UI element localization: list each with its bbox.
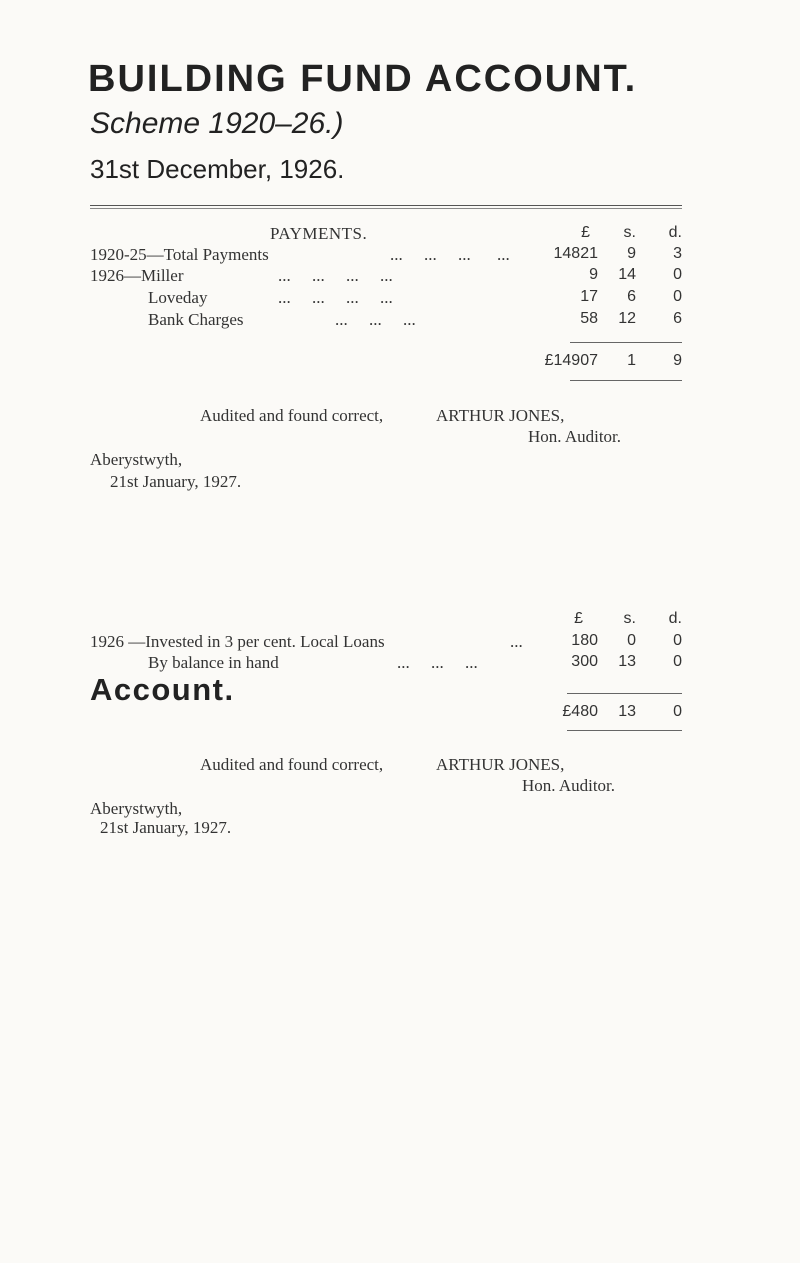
payment-row-pounds: 9 xyxy=(589,266,598,283)
account-row-label: By balance in hand xyxy=(148,653,279,672)
total-rule xyxy=(567,730,682,731)
auditor-name: ARTHUR JONES, xyxy=(436,406,565,425)
payment-row-pence: 6 xyxy=(673,310,682,327)
account-row-pence: 0 xyxy=(673,632,682,649)
pounds-column-header: £ xyxy=(574,610,583,627)
divider-rule xyxy=(90,208,682,209)
payment-row-pence: 0 xyxy=(673,266,682,283)
account-row-pounds: 180 xyxy=(571,632,598,649)
audit-date: 21st January, 1927. xyxy=(110,472,242,491)
payments-total-pounds: £14907 xyxy=(544,352,598,369)
audit-statement: Audited and found correct, xyxy=(200,406,384,425)
dot-leader: ... ... ... xyxy=(390,245,471,264)
account-heading: Account. xyxy=(90,672,235,707)
dot-leader: ... ... ... ... xyxy=(278,266,393,285)
account-total-shillings: 13 xyxy=(618,703,636,720)
payment-row-shillings: 9 xyxy=(627,245,636,262)
auditor-role: Hon. Auditor. xyxy=(522,776,616,795)
account-row-pence: 0 xyxy=(673,653,682,670)
account-total-pence: 0 xyxy=(673,703,682,720)
document-title: BUILDING FUND ACCOUNT. xyxy=(88,58,638,100)
dot-leader: ... xyxy=(510,632,523,651)
auditor-role: Hon. Auditor. xyxy=(528,427,622,446)
audit-place: Aberystwyth, xyxy=(90,450,183,469)
account-row-label: 1926 —Invested in 3 per cent. Local Loans xyxy=(90,632,385,651)
audit-place: Aberystwyth, xyxy=(90,799,183,818)
total-rule xyxy=(570,380,682,381)
audit-date: 21st January, 1927. xyxy=(100,818,232,837)
payment-row-pounds: 14821 xyxy=(553,245,598,262)
account-total-pounds: £480 xyxy=(562,703,598,720)
account-row-pounds: 300 xyxy=(571,653,598,670)
payments-header: PAYMENTS. xyxy=(270,224,368,243)
divider-rule xyxy=(90,205,682,206)
payment-row-label: Loveday xyxy=(148,288,208,307)
total-rule xyxy=(567,693,682,694)
dot-leader: ... ... ... xyxy=(335,310,416,329)
payments-total-pence: 9 xyxy=(673,352,682,369)
payment-row-label: Bank Charges xyxy=(148,310,244,329)
dot-leader: ... ... ... xyxy=(397,653,478,672)
audit-statement: Audited and found correct, xyxy=(200,755,384,774)
dot-leader: ... xyxy=(497,245,510,264)
pence-column-header: d. xyxy=(668,224,682,241)
account-row-shillings: 0 xyxy=(627,632,636,649)
payment-row-pence: 3 xyxy=(673,245,682,262)
payment-row-shillings: 12 xyxy=(618,310,636,327)
payment-row-pounds: 17 xyxy=(580,288,598,305)
payment-row-shillings: 6 xyxy=(627,288,636,305)
pence-column-header: d. xyxy=(668,610,682,627)
payment-row-pounds: 58 xyxy=(580,310,598,327)
shillings-column-header: s. xyxy=(623,610,636,627)
payments-total-shillings: 1 xyxy=(627,352,636,369)
account-row-shillings: 13 xyxy=(618,653,636,670)
payment-row-label: 1926—Miller xyxy=(90,266,184,285)
document-date: 31st December, 1926. xyxy=(90,154,345,184)
payment-row-label: 1920-25—Total Payments xyxy=(90,245,269,264)
shillings-column-header: s. xyxy=(623,224,636,241)
auditor-name: ARTHUR JONES, xyxy=(436,755,565,774)
pounds-column-header: £ xyxy=(581,224,590,241)
payment-row-shillings: 14 xyxy=(618,266,636,283)
document-subtitle: Scheme 1920–26.) xyxy=(90,107,344,140)
total-rule xyxy=(570,342,682,343)
payment-row-pence: 0 xyxy=(673,288,682,305)
dot-leader: ... ... ... ... xyxy=(278,288,393,307)
